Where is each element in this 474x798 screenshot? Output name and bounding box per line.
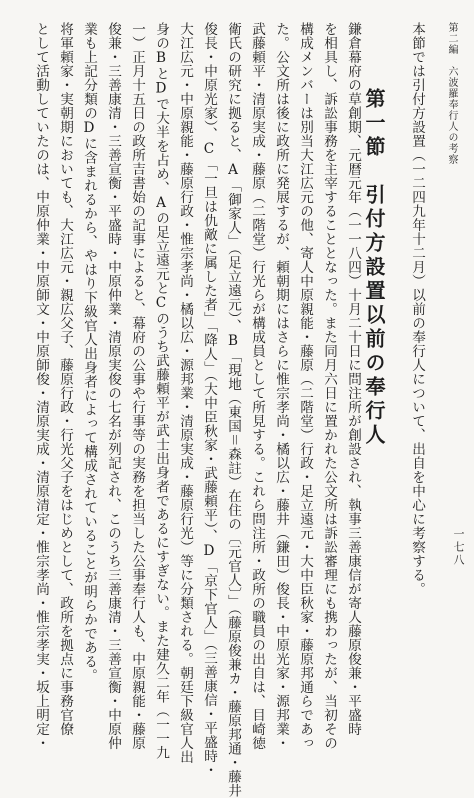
- text-line: 身のBとDで大半を占め、Aの足立遠元とCのうち武藤頼平が武士出身者であるにすぎない。また建久二年（一一九: [153, 22, 169, 760]
- text-line: 鎌倉幕府の草創期、元暦元年（一一八四）十月二十日に問注所が創設され、執事三善康信が寄人藤原俊兼・平盛時: [345, 22, 361, 736]
- text-line: 大江広元・中原親能・藤原行政・惟宗孝尚・橘以広・源邦業・清原実成・藤原行光）等に分類される。朝廷下級官人出: [177, 22, 193, 764]
- text-line: 武藤頼平・清原実成・藤原（二階堂）行光らが構成員として所見する。これら問注所・政所の職員の出自は、目崎徳: [249, 22, 265, 750]
- text-line: 将軍頼家・実朝期においても、大江広元・親広父子、藤原行政・行光父子をはじめとして、政所を拠点に事務官僚: [57, 22, 73, 736]
- text-line: として活動していたのは、中原仲業・中原師文・中原師俊・清原実成・清原清定・惟宗孝尚・惟宗孝実・坂上明定・: [33, 22, 49, 750]
- text-line: 俊兼・三善康清・三善宣衡・平盛時・中原仲業・清原実俊の七名が列記され、このうち三善康清・三善宣衡・中原仲: [105, 22, 121, 750]
- running-header: 第二編 六波羅奉行人の考察: [446, 22, 457, 165]
- text-line: を相具し、訴訟事務を主宰することとなった。また同月六日に置かれた公文所は訴訟審理にも携わったが、当初その: [321, 22, 337, 750]
- text-line: た。公文所は後に政所に発展するが、頼朝期にはさらに惟宗孝尚・橘以広・藤井（鎌田）俊長・中原光家・源邦業・: [273, 22, 289, 750]
- text-line: 業も上記分類のDに含まれるから、やはり下級官人出身者によって構成されていることが明らかである。: [81, 22, 97, 683]
- section-title: 第一節 引付方設置以前の奉行人: [362, 88, 386, 448]
- text-line: 構成メンバーは別当大江広元の他、寄人中原親能・藤原（二階堂）行政・足立遠元・大中臣秋家・藤原邦通らであっ: [297, 22, 313, 750]
- page-number: 一七八: [452, 528, 465, 567]
- text-line: 一）正月十五日の政所吉書始の記事によると、幕府の公事や行事等の実務を担当した公事奉行人も、中原親能・藤原: [129, 22, 145, 750]
- text-line: 俊長・中原光家）、C「一旦は仇敵に属した者」「降人」（大中臣秋家・武藤頼平）、D「京下官人」（三善康信・平盛時・: [201, 22, 217, 777]
- text-line: 本節では引付方設置（一二四九年十二月）以前の奉行人について、出自を中心に考察する。: [409, 22, 425, 596]
- text-line: 衛氏の研究に拠ると、A「御家人」（足立遠元）、B「現地（東国＝森註）在住の〔元官人〕」（藤原俊兼カ・藤原邦通・藤井: [225, 22, 241, 798]
